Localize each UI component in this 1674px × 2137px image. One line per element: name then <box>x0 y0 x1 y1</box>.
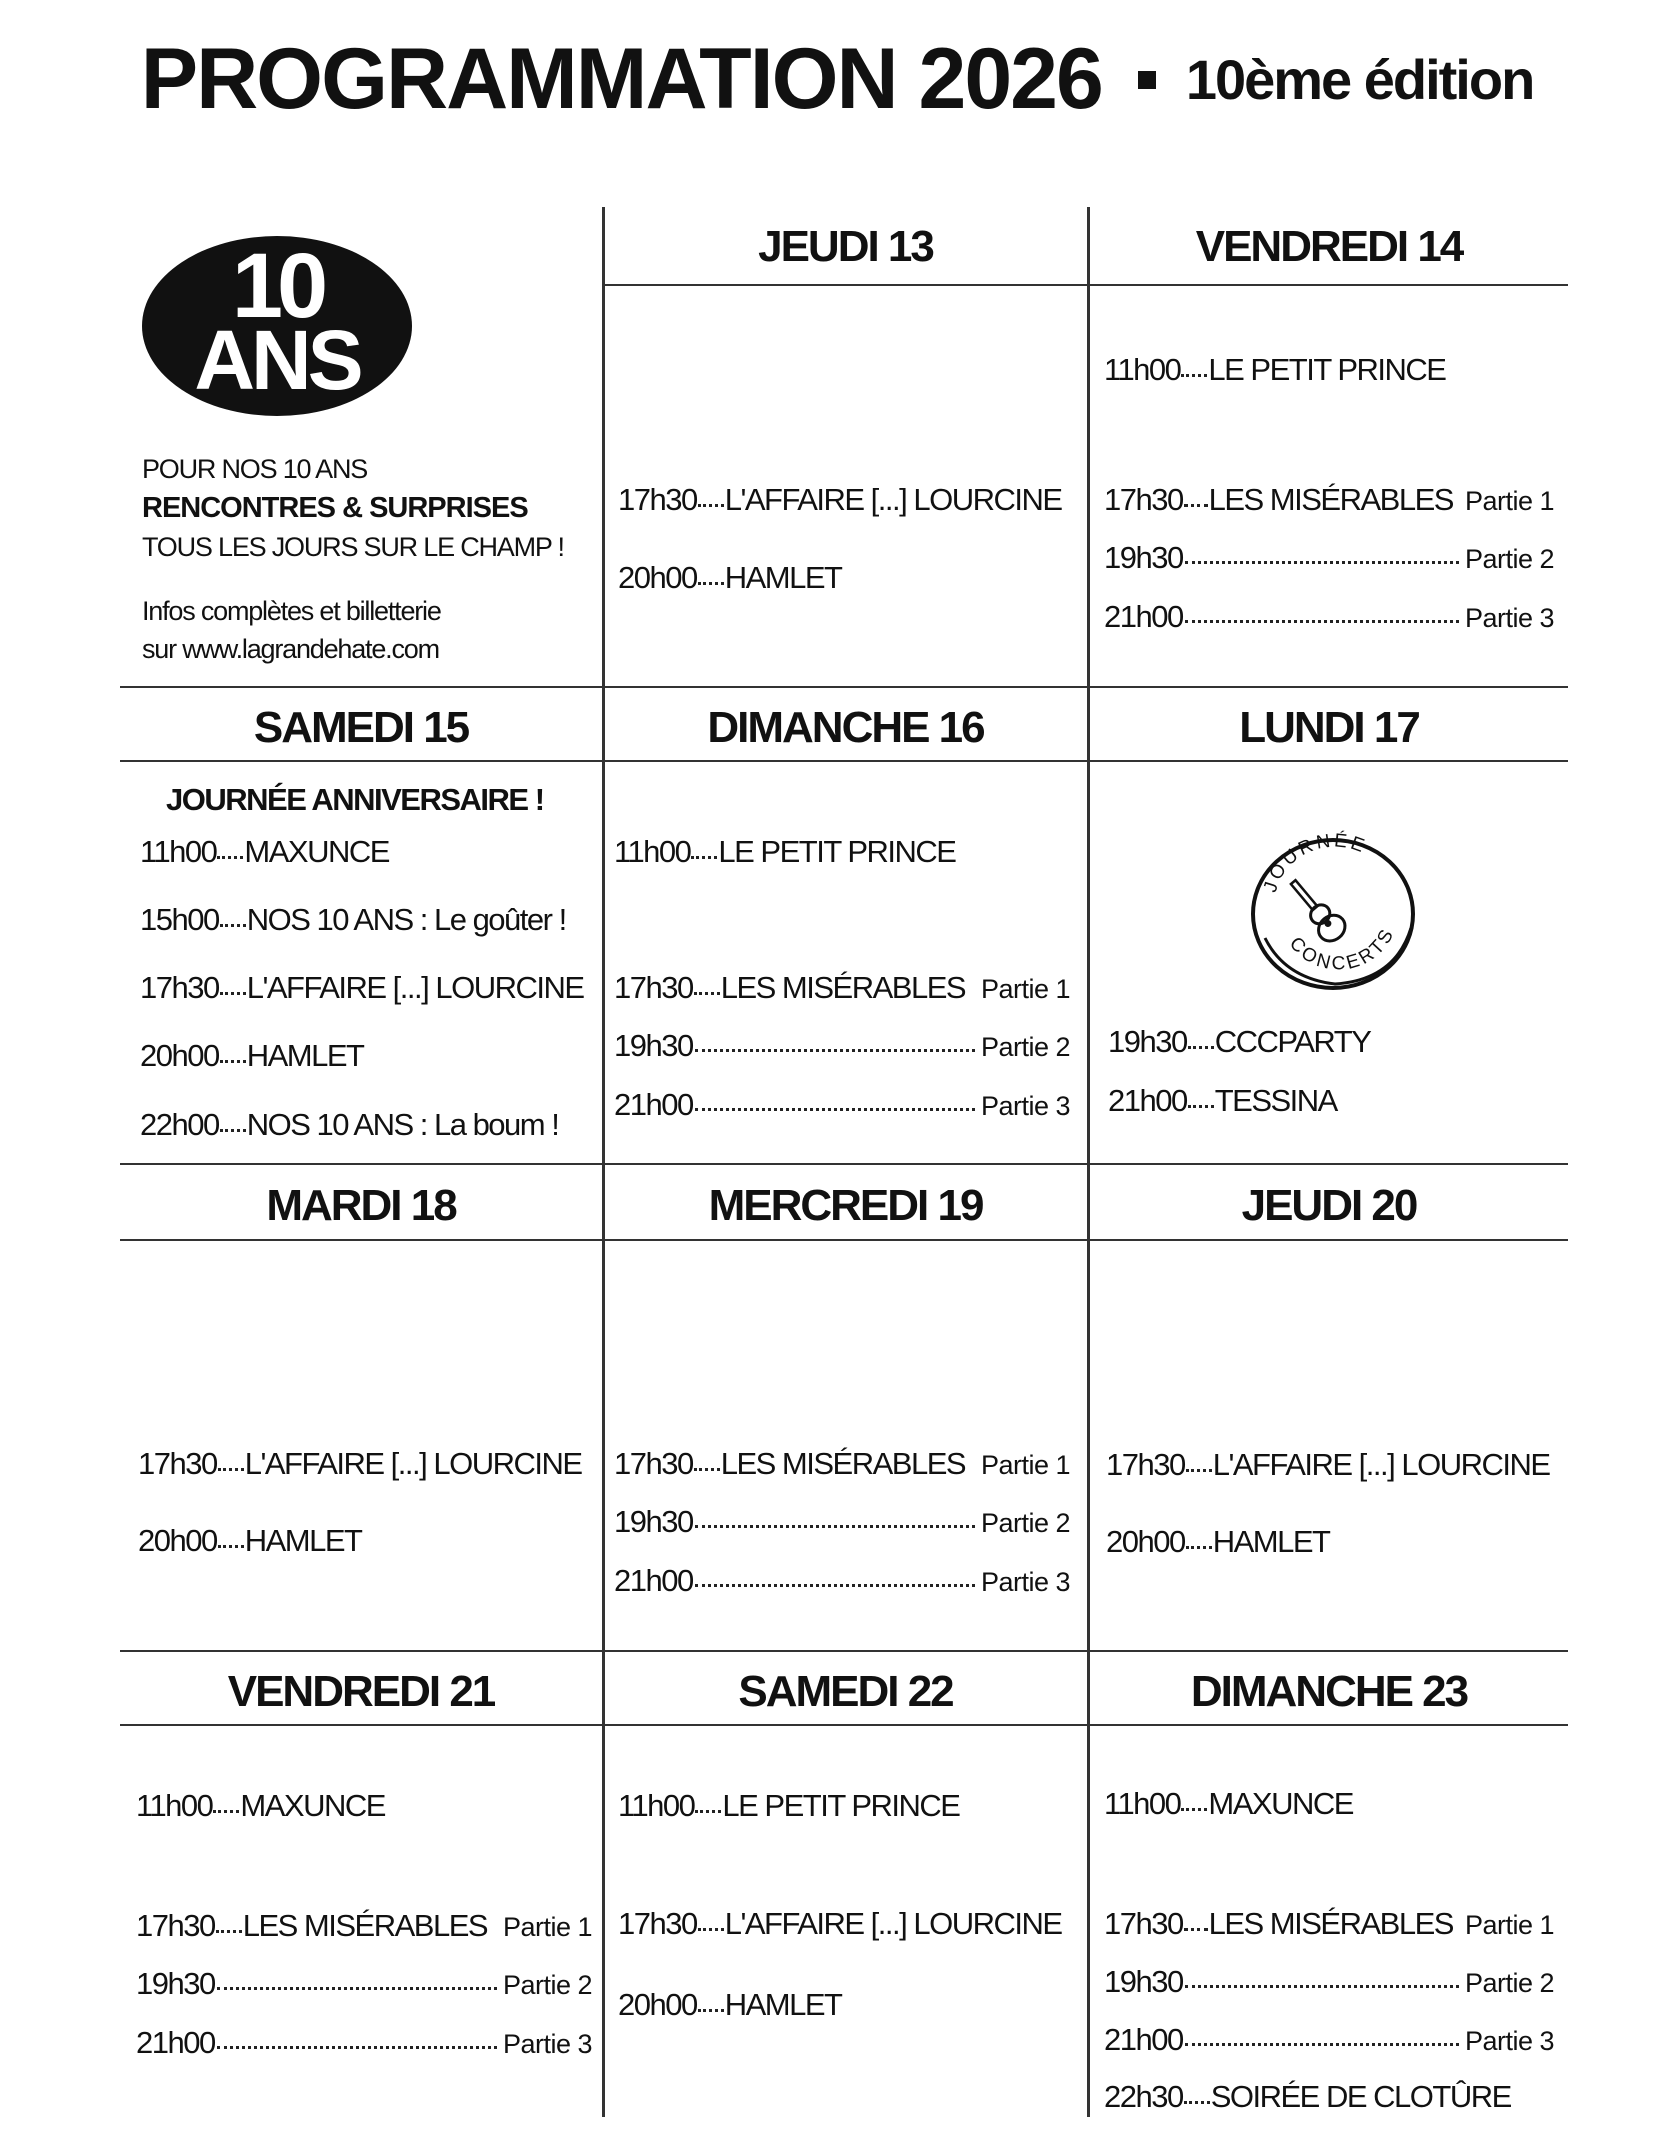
page-title <box>0 30 1674 129</box>
schedule-row <box>618 560 841 596</box>
schedule-row <box>1104 2079 1511 2115</box>
grid-divider <box>120 686 1568 688</box>
svg-text:CONCERTS <box>1285 924 1399 975</box>
schedule-row <box>614 1446 1070 1482</box>
event-time: 17h30 <box>1106 1447 1185 1482</box>
dot-leader <box>691 856 717 859</box>
schedule-row <box>1104 1964 1554 2000</box>
day-header: SAMEDI 15 <box>253 703 469 752</box>
event-time: 11h00 <box>614 834 691 869</box>
dot-leader <box>220 992 246 995</box>
event-part: Partie 3 <box>1464 2026 1554 2056</box>
dot-leader <box>220 1129 246 1132</box>
dot-leader <box>217 856 243 859</box>
event-title: MAXUNCE <box>244 834 389 869</box>
event-time: 22h30 <box>1104 2079 1183 2114</box>
day-header: LUNDI 17 <box>1239 703 1419 752</box>
dot-leader <box>1185 2043 1459 2046</box>
event-part: Partie 1 <box>502 1912 592 1942</box>
dot-leader <box>217 2046 497 2049</box>
dot-leader <box>695 1810 721 1813</box>
dot-leader <box>1181 1808 1207 1811</box>
schedule-row <box>1104 599 1554 635</box>
schedule-row <box>136 1966 592 2002</box>
event-part: Partie 3 <box>980 1091 1070 1121</box>
event-time: 17h30 <box>1104 482 1183 517</box>
event-title: MAXUNCE <box>1208 1786 1353 1821</box>
dot-leader <box>695 1525 975 1528</box>
grid-divider <box>120 1724 1568 1726</box>
event-title: LE PETIT PRINCE <box>718 834 956 869</box>
schedule-row <box>614 1504 1070 1540</box>
grid-divider <box>602 284 1568 286</box>
dot-leader <box>218 1468 244 1471</box>
day-header: VENDREDI 14 <box>1195 222 1463 271</box>
grid-divider <box>120 1163 1568 1165</box>
dot-leader <box>1184 504 1208 507</box>
stamp-bottom-text: CONCERTS <box>1284 923 1400 975</box>
event-title: L'AFFAIRE [...] LOURCINE <box>246 970 584 1005</box>
dot-leader <box>698 2009 724 2012</box>
dot-leader <box>695 1584 975 1587</box>
intro-line: TOUS LES JOURS SUR LE CHAMP ! <box>142 532 564 562</box>
event-time: 19h30 <box>614 1028 693 1063</box>
badge-word: ANS <box>194 313 360 407</box>
event-time: 20h00 <box>140 1038 219 1073</box>
event-title: L'AFFAIRE [...] LOURCINE <box>724 1906 1062 1941</box>
schedule-row <box>140 902 566 938</box>
day-header: MARDI 18 <box>266 1181 456 1230</box>
event-time: 19h30 <box>1104 1964 1183 1999</box>
schedule-row <box>1104 1906 1554 1942</box>
stamp-top-text: JOURNÉE <box>1260 830 1370 895</box>
event-time: 22h00 <box>140 1107 219 1142</box>
dot-leader <box>1185 1985 1459 1988</box>
event-title: L'AFFAIRE [...] LOURCINE <box>1212 1447 1550 1482</box>
event-part: Partie 1 <box>1464 1910 1554 1940</box>
event-time: 11h00 <box>1104 352 1181 387</box>
event-part: Partie 2 <box>980 1508 1070 1538</box>
event-time: 20h00 <box>138 1523 217 1558</box>
schedule-row <box>136 1788 385 1824</box>
dot-leader <box>220 924 246 927</box>
event-time: 17h30 <box>614 1446 693 1481</box>
schedule-row <box>1108 1083 1337 1119</box>
day-header: JEUDI 13 <box>758 222 933 271</box>
day-header: DIMANCHE 16 <box>707 703 984 752</box>
event-time: 17h30 <box>1104 1906 1183 1941</box>
event-time: 17h30 <box>614 970 693 1005</box>
event-title: LE PETIT PRINCE <box>1208 352 1446 387</box>
schedule-row <box>1108 1024 1370 1060</box>
event-title: L'AFFAIRE [...] LOURCINE <box>244 1446 582 1481</box>
event-time: 21h00 <box>1108 1083 1187 1118</box>
dot-leader <box>213 1810 239 1813</box>
event-part: Partie 1 <box>1464 486 1554 516</box>
grid-divider <box>120 760 1568 762</box>
grid-divider <box>120 1239 1568 1241</box>
event-time: 19h30 <box>1104 540 1183 575</box>
schedule-row <box>140 1107 558 1143</box>
event-title: LES MISÉRABLES <box>1208 482 1453 517</box>
schedule-row <box>138 1446 582 1482</box>
schedule-row <box>1104 1786 1353 1822</box>
event-time: 19h30 <box>1108 1024 1187 1059</box>
event-part: Partie 3 <box>980 1567 1070 1597</box>
dot-leader <box>1184 2101 1210 2104</box>
schedule-row <box>618 1906 1062 1942</box>
schedule-row <box>614 1563 1070 1599</box>
edition-label: 10ème édition <box>1185 48 1534 111</box>
event-time: 17h30 <box>136 1908 215 1943</box>
schedule-row <box>618 482 1062 518</box>
day-header: MERCREDI 19 <box>708 1181 983 1230</box>
schedule-row <box>618 1987 841 2023</box>
dot-leader <box>1188 1046 1214 1049</box>
schedule-row <box>1104 482 1554 518</box>
dot-leader <box>1188 1105 1214 1108</box>
schedule-row <box>138 1523 361 1559</box>
event-title: LES MISÉRABLES <box>720 970 966 1005</box>
dot-leader <box>1181 374 1207 377</box>
event-time: 21h00 <box>136 2025 215 2060</box>
event-time: 15h00 <box>140 902 219 937</box>
programme-title: PROGRAMMATION 2026 <box>140 31 1102 127</box>
intro-info: Infos complètes et billetterie <box>142 596 441 626</box>
event-title: LES MISÉRABLES <box>720 1446 966 1481</box>
dot-leader <box>695 1108 975 1111</box>
schedule-row <box>614 834 955 870</box>
dot-leader <box>217 1987 497 1990</box>
schedule-row <box>140 970 584 1006</box>
event-time: 19h30 <box>136 1966 215 2001</box>
event-part: Partie 3 <box>1464 603 1554 633</box>
square-bullet-icon <box>1138 71 1156 89</box>
event-time: 17h30 <box>140 970 219 1005</box>
grid-divider <box>1087 207 1090 2117</box>
event-time: 11h00 <box>136 1788 213 1823</box>
event-part: Partie 2 <box>1464 544 1554 574</box>
event-time: 19h30 <box>614 1504 693 1539</box>
event-title: HAMLET <box>724 560 842 595</box>
event-time: 20h00 <box>1106 1524 1185 1559</box>
event-time: 21h00 <box>1104 599 1183 634</box>
event-title: LE PETIT PRINCE <box>722 1788 960 1823</box>
day-header: VENDREDI 21 <box>227 1667 495 1716</box>
event-title: L'AFFAIRE [...] LOURCINE <box>724 482 1062 517</box>
dot-leader <box>1185 561 1459 564</box>
event-title: HAMLET <box>244 1523 362 1558</box>
event-title: LES MISÉRABLES <box>242 1908 488 1943</box>
event-part: Partie 2 <box>502 1970 592 2000</box>
event-time: 11h00 <box>618 1788 695 1823</box>
event-title: NOS 10 ANS : La boum ! <box>246 1107 559 1142</box>
event-title: TESSINA <box>1214 1083 1337 1118</box>
intro-website[interactable]: sur www.lagrandehate.com <box>142 634 439 664</box>
dot-leader <box>1184 1928 1208 1931</box>
event-title: NOS 10 ANS : Le goûter ! <box>246 902 566 937</box>
schedule-row <box>1104 2022 1554 2058</box>
schedule-row <box>136 2025 592 2061</box>
dot-leader <box>220 1060 246 1063</box>
dot-leader <box>694 1468 720 1471</box>
event-time: 21h00 <box>614 1087 693 1122</box>
event-title: MAXUNCE <box>240 1788 385 1823</box>
dot-leader <box>694 992 720 995</box>
dot-leader <box>698 504 724 507</box>
event-title: HAMLET <box>1212 1524 1330 1559</box>
day-header: JEUDI 20 <box>1241 1181 1417 1230</box>
grid-divider <box>602 207 605 2117</box>
schedule-row <box>1104 540 1554 576</box>
intro-line: POUR NOS 10 ANS <box>142 454 368 484</box>
event-time: 21h00 <box>614 1563 693 1598</box>
day-header: SAMEDI 22 <box>738 1667 953 1716</box>
event-time: 20h00 <box>618 1987 697 2022</box>
dot-leader <box>698 582 724 585</box>
schedule-row <box>136 1908 592 1944</box>
schedule-row <box>614 1087 1070 1123</box>
event-time: 17h30 <box>618 482 697 517</box>
dot-leader <box>1186 1469 1212 1472</box>
ten-years-badge <box>142 236 412 416</box>
schedule-row <box>618 1788 959 1824</box>
schedule-row <box>1106 1524 1329 1560</box>
schedule-row <box>1104 352 1445 388</box>
dot-leader <box>1186 1546 1212 1549</box>
schedule-row <box>140 1038 363 1074</box>
dot-leader <box>218 1545 244 1548</box>
concert-day-stamp-icon <box>1245 828 1425 998</box>
event-title: SOIRÉE DE CLOTÛRE <box>1210 2079 1511 2114</box>
day-header: DIMANCHE 23 <box>1190 1667 1468 1716</box>
event-time: 20h00 <box>618 560 697 595</box>
event-time: 11h00 <box>1104 1786 1181 1821</box>
event-time: 17h30 <box>138 1446 217 1481</box>
schedule-row <box>614 970 1070 1006</box>
schedule-row <box>1106 1447 1550 1483</box>
event-title: CCCPARTY <box>1214 1024 1371 1059</box>
dot-leader <box>216 1930 242 1933</box>
event-time: 17h30 <box>618 1906 697 1941</box>
dot-leader <box>698 1928 724 1931</box>
badge-number: 10 <box>231 235 323 337</box>
grid-divider <box>120 1650 1568 1652</box>
event-title: HAMLET <box>246 1038 364 1073</box>
event-title: LES MISÉRABLES <box>1208 1906 1453 1941</box>
event-time: 11h00 <box>140 834 217 869</box>
event-part: Partie 1 <box>980 1450 1070 1480</box>
schedule-row <box>140 834 389 870</box>
schedule-row <box>614 1028 1070 1064</box>
event-part: Partie 2 <box>980 1032 1070 1062</box>
event-time: 21h00 <box>1104 2022 1183 2057</box>
event-title: HAMLET <box>724 1987 842 2022</box>
event-part: Partie 3 <box>502 2029 592 2059</box>
anniversary-day-label: JOURNÉE ANNIVERSAIRE ! <box>166 782 544 817</box>
dot-leader <box>1185 620 1459 623</box>
event-part: Partie 2 <box>1464 1968 1554 1998</box>
event-part: Partie 1 <box>980 974 1070 1004</box>
dot-leader <box>695 1049 975 1052</box>
intro-highlight: RENCONTRES & SURPRISES <box>142 492 528 524</box>
